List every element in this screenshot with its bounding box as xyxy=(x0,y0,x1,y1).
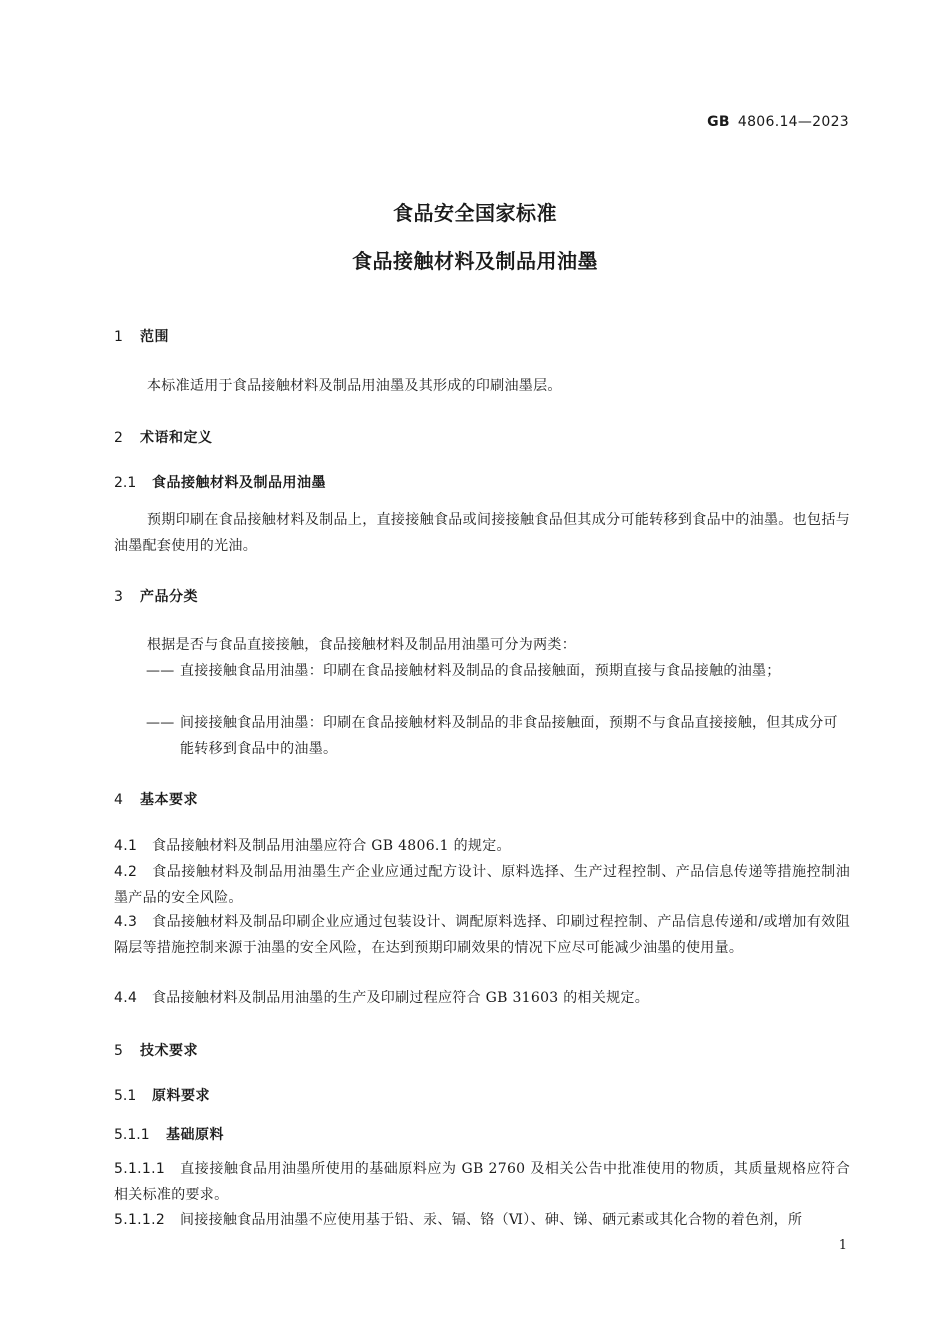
section-number: 5.1 xyxy=(114,1088,137,1104)
section-title: 原料要求 xyxy=(152,1088,210,1104)
section-5-1-heading xyxy=(114,1085,210,1105)
clause-4-1 xyxy=(114,833,850,859)
section-1-text: 本标准适用于食品接触材料及制品用油墨及其形成的印刷油墨层。 xyxy=(147,378,562,394)
standard-number: 4806.14—2023 xyxy=(737,114,849,130)
document-title-line1: 食品安全国家标准 xyxy=(393,201,557,225)
section-2-heading xyxy=(114,427,213,447)
clause-text: 食品接触材料及制品用油墨应符合 GB 4806.1 的规定。 xyxy=(152,838,511,854)
standard-prefix: GB xyxy=(707,114,730,130)
section-title: 基础原料 xyxy=(166,1127,224,1143)
clause-number: 4.1 xyxy=(114,838,138,854)
section-2-1-heading xyxy=(114,472,326,492)
clause-5-1-1-1 xyxy=(114,1156,850,1208)
standard-code xyxy=(707,114,849,130)
section-4-heading xyxy=(114,789,198,809)
section-title: 产品分类 xyxy=(140,589,198,605)
dash-marker: —— xyxy=(146,715,175,731)
clause-text: 间接接触食品用油墨不应使用基于铅、汞、镉、铬（Ⅵ）、砷、锑、硒元素或其化合物的着色剂，所 xyxy=(180,1212,803,1228)
dash-marker: —— xyxy=(146,663,175,679)
clause-number: 5.1.1.1 xyxy=(114,1161,166,1177)
section-2-1-text: 预期印刷在食品接触材料及制品上，直接接触食品或间接接触食品但其成分可能转移到食品中的油墨。也包括与油墨配套使用的光油。 xyxy=(114,512,850,554)
list-item-text: 直接接触食品用油墨：印刷在食品接触材料及制品的食品接触面，预期直接与食品接触的油墨； xyxy=(180,663,781,679)
section-title: 基本要求 xyxy=(140,792,198,808)
clause-text: 食品接触材料及制品用油墨的生产及印刷过程应符合 GB 31603 的相关规定。 xyxy=(152,990,650,1006)
clause-4-3 xyxy=(114,909,850,961)
clause-number: 4.4 xyxy=(114,990,138,1006)
section-3-intro: 根据是否与食品直接接触，食品接触材料及制品用油墨可分为两类： xyxy=(147,637,576,653)
section-number: 5.1.1 xyxy=(114,1127,150,1143)
clause-number: 4.2 xyxy=(114,864,138,880)
section-title: 食品接触材料及制品用油墨 xyxy=(152,475,326,491)
clause-number: 4.3 xyxy=(114,914,138,930)
page-number: 1 xyxy=(838,1238,847,1253)
section-number: 2.1 xyxy=(114,475,137,491)
list-item xyxy=(146,710,850,762)
section-number: 2 xyxy=(114,430,123,446)
section-3-heading xyxy=(114,586,198,606)
section-number: 5 xyxy=(114,1043,123,1059)
clause-4-4 xyxy=(114,985,850,1011)
document-title-line2: 食品接触材料及制品用油墨 xyxy=(352,249,598,273)
section-5-heading xyxy=(114,1040,198,1060)
clause-text: 直接接触食品用油墨所使用的基础原料应为 GB 2760 及相关公告中批准使用的物质，其质量规格应符合相关标准的要求。 xyxy=(114,1161,850,1203)
section-1-heading xyxy=(114,326,169,346)
clause-4-2 xyxy=(114,859,850,911)
clause-5-1-1-2 xyxy=(114,1207,850,1233)
section-title: 术语和定义 xyxy=(140,430,213,446)
clause-text: 食品接触材料及制品印刷企业应通过包装设计、调配原料选择、印刷过程控制、产品信息传递和/或增加有效阻隔层等措施控制来源于油墨的安全风险，在达到预期印刷效果的情况下应尽可能减少油墨的使用量。 xyxy=(114,914,850,956)
section-title: 技术要求 xyxy=(140,1043,198,1059)
section-number: 3 xyxy=(114,589,123,605)
section-number: 4 xyxy=(114,792,123,808)
clause-number: 5.1.1.2 xyxy=(114,1212,166,1228)
list-item xyxy=(146,658,850,684)
section-5-1-1-heading xyxy=(114,1124,224,1144)
clause-text: 食品接触材料及制品用油墨生产企业应通过配方设计、原料选择、生产过程控制、产品信息传递等措施控制油墨产品的安全风险。 xyxy=(114,864,850,906)
section-title: 范围 xyxy=(140,329,169,345)
section-number: 1 xyxy=(114,329,123,345)
list-item-text: 间接接触食品用油墨：印刷在食品接触材料及制品的非食品接触面，预期不与食品直接接触，但其成分可能转移到食品中的油墨。 xyxy=(180,715,838,757)
